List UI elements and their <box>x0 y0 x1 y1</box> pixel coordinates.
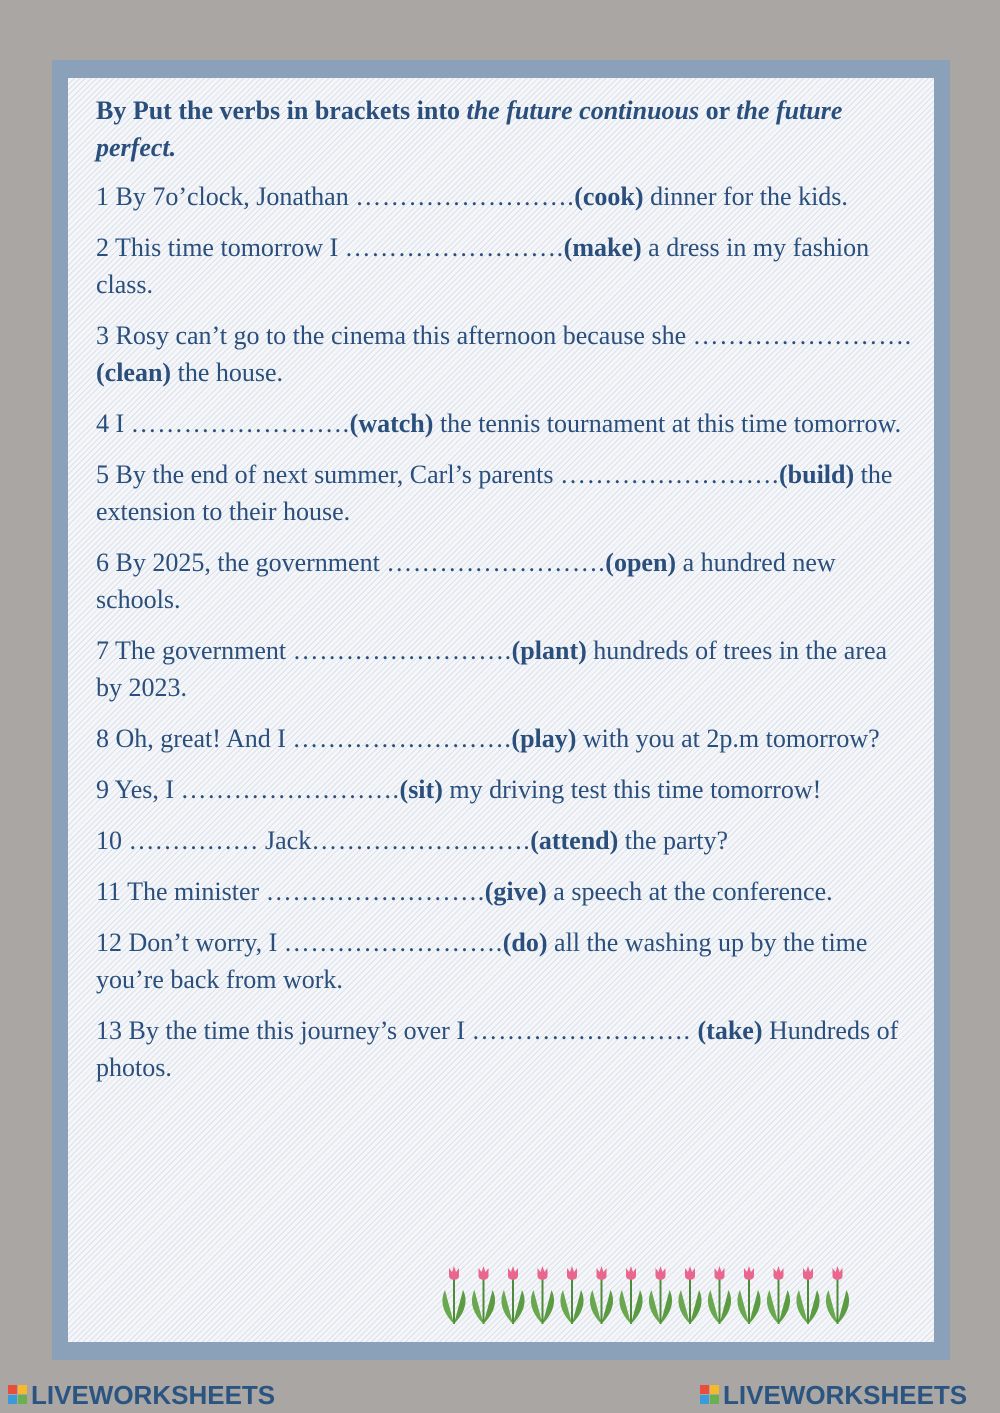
worksheet-sheet <box>68 78 934 1342</box>
logo-mark-icon <box>700 1385 720 1405</box>
question-text-after: dinner for the kids. <box>643 182 848 211</box>
answer-blank[interactable]: ……………………. <box>130 409 350 438</box>
tulip-icon <box>826 1266 849 1324</box>
verb-hint: (open) <box>605 548 677 577</box>
tulip-icon <box>560 1266 583 1324</box>
liveworksheets-logo-left <box>8 1380 275 1410</box>
answer-blank[interactable]: ……………………. <box>355 182 575 211</box>
question-text-before: 9 Yes, I <box>96 775 181 804</box>
tulips-icon <box>440 1264 870 1328</box>
question-text-before: 5 By the end of next summer, Carl’s parents <box>96 460 560 489</box>
verb-hint: (take) <box>697 1016 763 1045</box>
instruction <box>96 92 916 166</box>
answer-blank[interactable]: ……………………. <box>559 460 779 489</box>
question-text-before: 12 Don’t worry, I <box>96 928 284 957</box>
verb-hint: (play) <box>511 724 577 753</box>
question-item <box>96 456 916 530</box>
answer-blank[interactable]: ……………………. <box>292 724 512 753</box>
question-text-after: the party? <box>618 826 729 855</box>
question-text-after: the extension to their house. <box>96 460 893 526</box>
question-text-before: 11 The minister <box>96 877 266 906</box>
instruction-italic1: the future continuous <box>466 96 700 125</box>
question-text-before: 8 Oh, great! And I <box>96 724 293 753</box>
question-item <box>96 720 916 757</box>
question-text-after: a hundred new schools. <box>96 548 836 614</box>
question-text-after: a dress in my fashion class. <box>96 233 870 299</box>
answer-blank[interactable]: ……………………. <box>386 548 606 577</box>
question-text-before: 2 This time tomorrow I <box>96 233 345 262</box>
question-text-after: with you at 2p.m tomorrow? <box>576 724 880 753</box>
answer-blank[interactable]: ……………………. <box>292 636 512 665</box>
answer-blank[interactable]: ……………………. <box>180 775 400 804</box>
tulip-icon <box>796 1266 819 1324</box>
question-text-before: 13 By the time this journey’s over I <box>96 1016 472 1045</box>
question-list <box>96 178 916 1086</box>
instruction-italic2: the future perfect. <box>96 96 843 162</box>
answer-blank[interactable]: ……………………. <box>692 321 912 350</box>
tulip-icon <box>531 1266 554 1324</box>
question-item <box>96 1012 916 1086</box>
worksheet-content <box>96 92 916 1100</box>
answer-blank[interactable]: ……………………. <box>283 928 503 957</box>
question-item <box>96 405 916 442</box>
verb-hint: (make) <box>563 233 642 262</box>
tulip-icon <box>442 1266 465 1324</box>
verb-hint: (clean) <box>96 358 172 387</box>
question-item <box>96 544 916 618</box>
logo-text-right: LIVEWORKSHEETS <box>723 1379 968 1410</box>
tulip-icon <box>590 1266 613 1324</box>
verb-hint: (attend) <box>530 826 619 855</box>
tulip-icon <box>649 1266 672 1324</box>
question-text-before: 10 …………… Jack <box>96 826 312 855</box>
question-text-before: 1 By 7o’clock, Jonathan <box>96 182 356 211</box>
question-item <box>96 178 916 215</box>
question-text-before: 3 Rosy can’t go to the cinema this afternoon because she <box>96 321 693 350</box>
question-text-after: the tennis tournament at this time tomorrow. <box>433 409 902 438</box>
tulip-icon <box>708 1266 731 1324</box>
tulip-icon <box>678 1266 701 1324</box>
question-item <box>96 317 916 391</box>
verb-hint: (build) <box>778 460 855 489</box>
verb-hint: (give) <box>484 877 547 906</box>
question-text-before: 4 I <box>96 409 131 438</box>
question-item <box>96 822 916 859</box>
question-text-after: hundreds of trees in the area by 2023. <box>96 636 888 702</box>
tulip-icon <box>501 1266 524 1324</box>
instruction-part2: or <box>699 96 737 125</box>
verb-hint: (sit) <box>399 775 443 804</box>
question-item <box>96 924 916 998</box>
question-item <box>96 873 916 910</box>
tulip-icon <box>619 1266 642 1324</box>
answer-blank[interactable]: ……………………. <box>471 1016 698 1045</box>
question-text-after: all the washing up by the time you’re back from work. <box>96 928 868 994</box>
question-text-after: Hundreds of photos. <box>96 1016 899 1082</box>
question-item <box>96 229 916 303</box>
verb-hint: (do) <box>502 928 548 957</box>
verb-hint: (watch) <box>349 409 434 438</box>
logo-text-left: LIVEWORKSHEETS <box>31 1379 276 1410</box>
question-text-after: my driving test this time tomorrow! <box>442 775 822 804</box>
tulip-icon <box>737 1266 760 1324</box>
question-item <box>96 771 916 808</box>
answer-blank[interactable]: ……………………. <box>311 826 531 855</box>
instruction-part1: By Put the verbs in brackets into <box>96 96 467 125</box>
question-text-before: 7 The government <box>96 636 293 665</box>
question-text-after: the house. <box>171 358 284 387</box>
logo-mark-icon <box>8 1385 28 1405</box>
tulip-icon <box>472 1266 495 1324</box>
question-text-after: a speech at the conference. <box>546 877 833 906</box>
verb-hint: (cook) <box>574 182 644 211</box>
liveworksheets-logo-right <box>700 1380 967 1410</box>
answer-blank[interactable]: ……………………. <box>344 233 564 262</box>
question-text-before: 6 By 2025, the government <box>96 548 387 577</box>
question-item <box>96 632 916 706</box>
answer-blank[interactable]: ……………………. <box>265 877 485 906</box>
verb-hint: (plant) <box>511 636 587 665</box>
tulip-icon <box>767 1266 790 1324</box>
worksheet-frame <box>52 60 950 1360</box>
